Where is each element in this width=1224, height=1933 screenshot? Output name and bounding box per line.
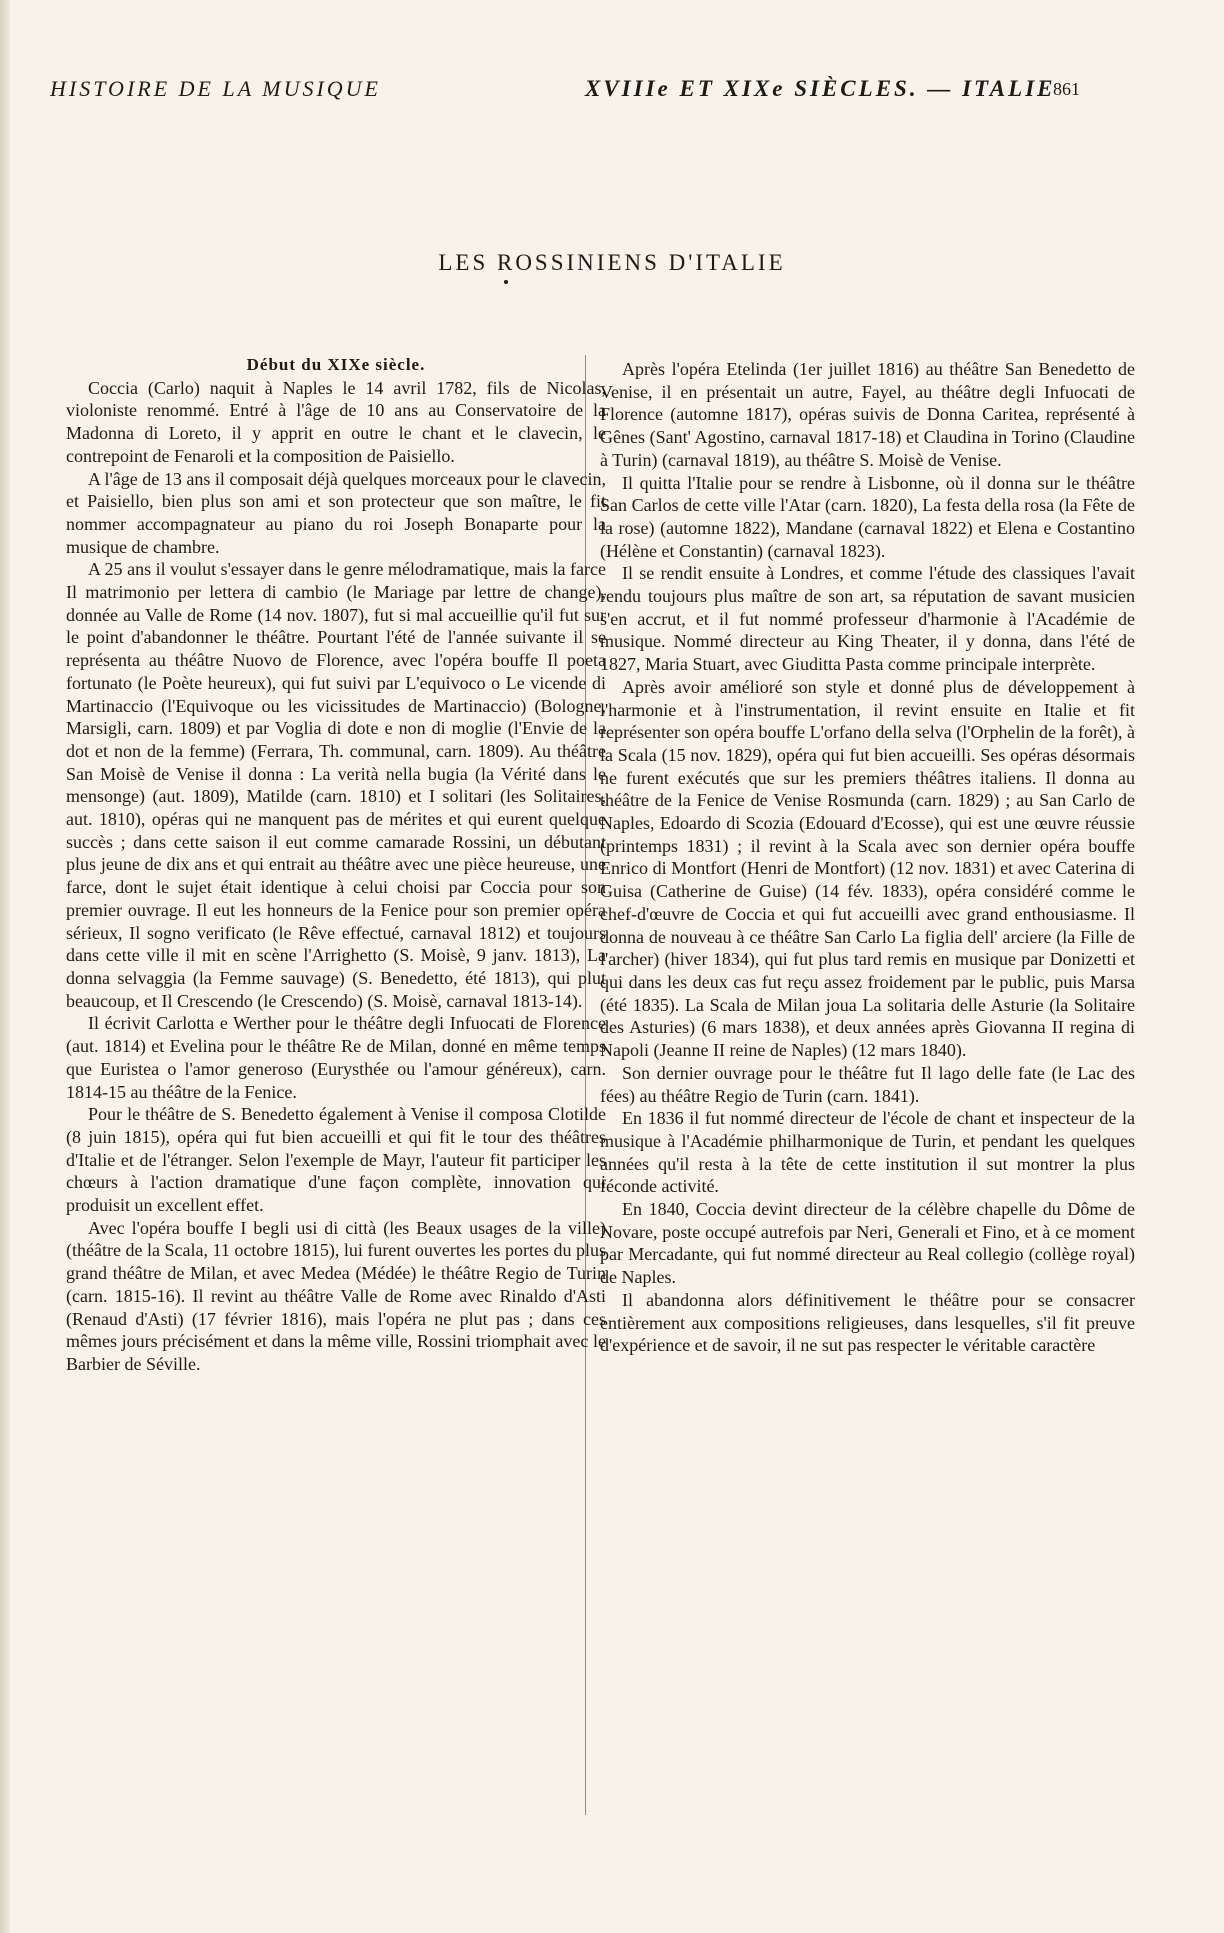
paragraph: Il abandonna alors définitivement le théâtre pour se consacrer entièrement aux compositions religieuses, dans lesquelles, s'il fit preuve d'expérience et de savoir, il ne sut pas respecter le véritable caractère — [600, 1289, 1135, 1356]
title-ornament — [504, 280, 508, 284]
paragraph: Il se rendit ensuite à Londres, et comme l'étude des classiques l'avait rendu toujours plus maître de son art, sa réputation de savant musicien s'en accrut, et il fut nommé professeur d'harmonie à l'Académie de musique. Nommé directeur au King Theater, il y donna, dans l'été de 1827, Maria Stuart, avec Giuditta Pasta comme principale interprète. — [600, 563, 1135, 675]
section-title: LES ROSSINIENS D'ITALIE — [438, 250, 786, 275]
paragraph: Après avoir amélioré son style et donné plus de développement à l'harmonie et à l'instrumentation, il revint ensuite en Italie et fit représenter son opéra bouffe L'orfano della selva (l'Orphelin de la forêt), à la Scala (15 nov. 1829), opéra qui fut bien accueilli. Ses opéras désormais ne furent exécutés que sur les premiers théâtres italiens. Il donna au théâtre de la Fenice de Venise Rosmunda (carn. 1829) ; au San Carlo de Naples, Edoardo di Scozia (Edouard d'Ecosse), qui est une œuvre réussie (printemps 1831) ; il revint à la Scala avec son dernier opéra bouffe Enrico di Montfort (Henri de Montfort) (12 nov. 1831) et avec Caterina di Guisa (Catherine de Guise) (14 fév. 1833), opéra considéré comme le chef-d'œuvre de Coccia et qui fut accueilli avec grand enthousiasme. Il donna de nouveau à ce théâtre San Carlo La figlia dell' arciere (la Fille de l'archer) (hiver 1834), qui fut plus tard remis en musique par Donizetti et qui dans les deux cas fut reçu assez froidement par le public, puis Marsa (été 1835). La Scala de Milan joua La solitaria delle Asturie (la Solitaire des Asturies) (6 mars 1838), et deux années après Giovanna II regina di Napoli (Jeanne II reine de Naples) (12 mars 1840). — [600, 676, 1135, 1061]
subhead: Début du XIXe siècle. — [246, 355, 426, 374]
running-header — [50, 76, 1080, 106]
paragraph: A l'âge de 13 ans il composait déjà quelques morceaux pour le clavecin, et Paisiello, bien plus son ami et son protecteur que son maître, le fit nommer accompagnateur au piano du roi Joseph Bonaparte pour la musique de chambre. — [66, 468, 606, 557]
header-chapter-title: XVIIIe ET XIXe SIÈCLES. — ITALIE — [585, 76, 1056, 101]
paragraph: A 25 ans il voulut s'essayer dans le genre mélodramatique, mais la farce Il matrimonio per lettera di cambio (le Mariage par lettre de change), donnée au Valle de Rome (14 nov. 1807), fut si mal accueillie qu'il fut sur le point d'abandonner le théâtre. Pourtant l'été de l'année suivante il se représenta au théâtre Nuovo de Florence, avec l'opéra bouffe Il poeta fortunato (le Poète heureux), qui fut suivi par L'equivoco o Le vicende di Martinaccio (l'Equivoque ou les vicissitudes de Martinaccio) (Bologne, Marsigli, carn. 1809) et par Voglia di dote e non di moglie (l'Envie de la dot et non de la femme) (Ferrara, Th. communal, carn. 1809). Au théâtre San Moisè de Venise il donna : La verità nella bugia (la Vérité dans le mensonge) (aut. 1809), Matilde (carn. 1810) et I solitari (les Solitaires, aut. 1810), opéras qui ne manquent pas de mérites et qui eurent quelque succès ; dans cette saison il eut comme camarade Rossini, un débutant plus jeune de dix ans et qui entrait au théâtre avec une pièce heureuse, une farce, dont le sujet était identique à celui choisi par Coccia pour son premier ouvrage. Il eut les honneurs de la Fenice pour son premier opéra sérieux, Il sogno verificato (le Rêve effectué, carnaval 1812) et toujours dans cette ville il mit en scène l'Arrighetto (S. Moisè, 9 janv. 1813), La donna selvaggia (la Femme sauvage) (S. Benedetto, été 1813), qui plut beaucoup, et Il Crescendo (le Crescendo) (S. Moisè, carnaval 1813-14). — [66, 559, 606, 1011]
paragraph: Coccia (Carlo) naquit à Naples le 14 avril 1782, fils de Nicolas, violoniste renommé. Entré à l'âge de 10 ans au Conservatoire de la Madonna di Loreto, il y apprit en outre le chant et le clavecin, le contrepoint de Fenaroli et la composition de Paisiello. — [66, 377, 606, 466]
left-column — [66, 354, 606, 1376]
page-binding-edge — [0, 0, 10, 1933]
page-number: 861 — [1053, 79, 1080, 99]
paragraph: Pour le théâtre de S. Benedetto également à Venise il composa Clotilde (8 juin 1815), opéra qui fut bien accueilli et qui fit le tour des théâtres d'Italie et de l'étranger. Selon l'exemple de Mayr, l'auteur fit participer les chœurs à l'action dramatique d'une façon complète, innovation qui produisit un excellent effet. — [66, 1104, 606, 1216]
paragraph: En 1836 il fut nommé directeur de l'école de chant et inspecteur de la musique à l'Académie philharmonique de Turin, et pendant les quelques années qu'il resta à la tête de cette institution il sut montrer la plus féconde activité. — [600, 1108, 1135, 1197]
paragraph: En 1840, Coccia devint directeur de la célèbre chapelle du Dôme de Novare, poste occupé autrefois par Neri, Generali et Fino, et à ce moment par Mercadante, qui fut nommé directeur au Real collegio (collège royal) de Naples. — [600, 1199, 1135, 1288]
paragraph: Il quitta l'Italie pour se rendre à Lisbonne, où il donna sur le théâtre San Carlos de cette ville l'Atar (carn. 1820), La festa della rosa (la Fête de la rose) (automne 1822), Mandane (carnaval 1822) et Elena e Costantino (Hélène et Constantin) (carnaval 1823). — [600, 472, 1135, 561]
paragraph: Après l'opéra Etelinda (1er juillet 1816) au théâtre San Benedetto de Venise, il en présentait un autre, Fayel, au théâtre degli Infuocati de Florence (automne 1817), opéras suivis de Donna Caritea, représenté à Gênes (Sant' Agostino, carnaval 1817-18) et Claudina in Torino (Claudine à Turin) (carnaval 1819), au théâtre S. Moisè de Venise. — [600, 359, 1135, 470]
paragraph: Avec l'opéra bouffe I begli usi di città (les Beaux usages de la ville) (théâtre de la Scala, 11 octobre 1815), lui furent ouvertes les portes du plus grand théâtre de Milan, et avec Medea (Médée) le théâtre Regio de Turin (carn. 1815-16). Il revint au théâtre Valle de Rome avec Rinaldo d'Asti (Renaud d'Asti) (17 février 1816), mais l'opéra ne plut pas ; dans ces mêmes jours précisément et dans la même ville, Rossini triomphait avec le Barbier de Séville. — [66, 1217, 606, 1374]
paragraph: Il écrivit Carlotta e Werther pour le théâtre degli Infuocati de Florence (aut. 1814) et Evelina pour le théâtre Re de Milan, donné en même temps que Euristea o l'amor generoso (Eurysthée ou l'amour généreux), carn. 1814-15 au théâtre de la Fenice. — [66, 1013, 606, 1102]
header-book-title: HISTOIRE DE LA MUSIQUE — [50, 76, 381, 101]
paragraph: Son dernier ouvrage pour le théâtre fut Il lago delle fate (le Lac des fées) au théâtre Regio de Turin (carn. 1841). — [600, 1062, 1135, 1106]
right-column — [600, 358, 1135, 1357]
